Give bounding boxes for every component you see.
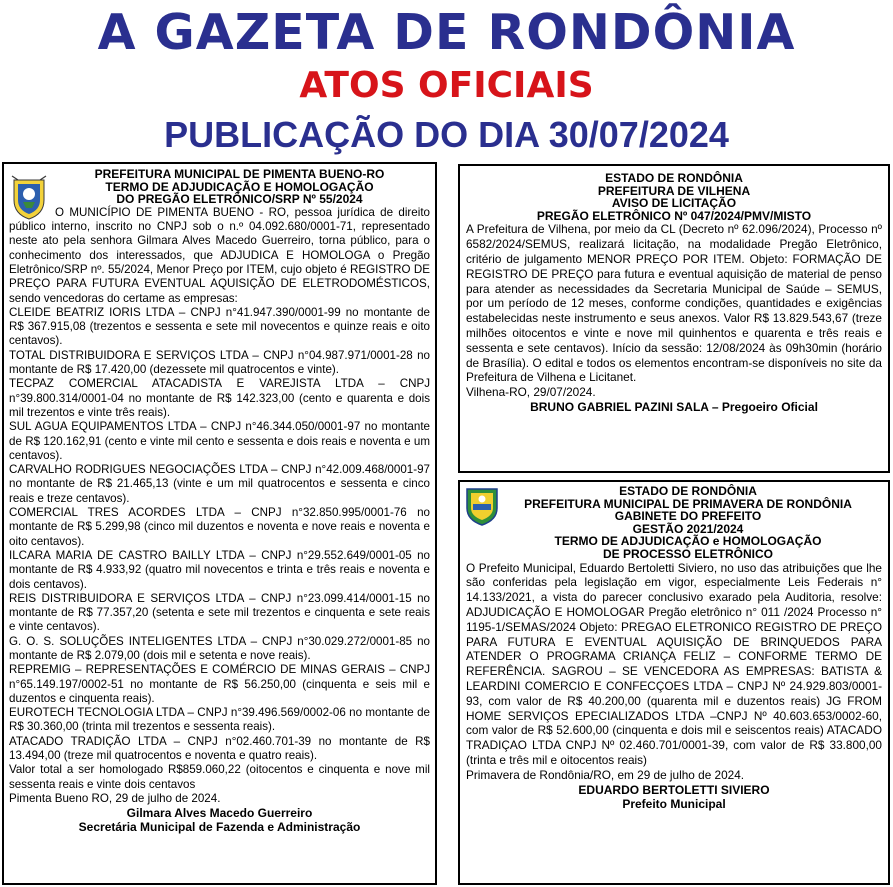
notice-vilhena — [458, 164, 890, 473]
notice-header-line: TERMO DE ADJUDICAÇÃO e HOMOLOGAÇÃO — [554, 534, 822, 549]
winner-entry: REPREMIG – REPRESENTAÇÕES E COMÉRCIO DE MINAS GERAIS – CNPJ n°65.149.197/0002-51 no montante de R$ 56.250,00 (cinquenta e seis mil e duzentos e cinquenta reais). — [9, 663, 430, 705]
newspaper-title: A GAZETA DE RONDÔNIA — [97, 4, 796, 61]
notice-header-line: PREFEITURA DE VILHENA — [597, 183, 751, 198]
notice-header-line: GESTÃO 2021/2024 — [632, 521, 744, 536]
notice-header-line: PREFEITURA MUNICIPAL DE PRIMAVERA DE RONDÔNIA — [524, 496, 852, 511]
notice-primavera-de-rondonia — [458, 480, 890, 885]
winner-entry: G. O. S. SOLUÇÕES INTELIGENTES LTDA – CNPJ n°30.029.272/0001-85 no montante de R$ 2.079,00 (dois mil e setenta e nove reais). — [9, 634, 430, 662]
notice-header-line: DO PREGÃO ELETRÔNICO/SRP Nº 55/2024 — [116, 192, 363, 207]
winner-entry: ATACADO TRADIÇÃO LTDA – CNPJ n°02.460.701-39 no montante de R$ 13.494,00 (treze mil quatrocentos e noventa e quatro reais). — [9, 734, 430, 763]
winner-entry: TOTAL DISTRIBUIDORA E SERVIÇOS LTDA – CNPJ n°04.987.971/0001-28 no montante de R$ 17.420,00 (dezessete mil quatrocentos e vinte). — [9, 348, 430, 377]
winner-entry: ILCARA MARIA DE CASTRO BAILLY LTDA – CNPJ n°29.552.649/0001-05 no montante de R$ 4.933,92 (quatro mil novecentos e trinta e três reais e noventa e dois centavos). — [9, 548, 430, 591]
signer-name: Gilmara Alves Macedo Guerreiro — [126, 806, 313, 821]
notice-header-line: TERMO DE ADJUDICAÇÃO E HOMOLOGAÇÃO — [105, 179, 374, 194]
winner-entry: TECPAZ COMERCIAL ATACADISTA E VAREJISTA LTDA – CNPJ n°39.800.314/0001-04 no montante de R$ 142.323,00 (cento e quarenta e dois mil trezentos e vinte três reais). — [9, 377, 430, 419]
notice-header-line: GABINETE DO PREFEITO — [614, 509, 762, 524]
notice-body: A Prefeitura de Vilhena, por meio da CL (Decreto nº 62.096/2024), Processo nº 6582/2024/SEMUS, realizará licitação, na modalidade Pregão Eletrônico, critério de julgamento MENOR PREÇO POR ITEM. Objeto: FORMAÇÃO DE REGISTRO DE PREÇO para futura e eventual aquisição de material de penso para atender as necessidades da Secretaria Municipal de Saúde – SEMUS, por um período de 12 meses, conforme condições, quantidades e exigências estabelecidas neste instrumento e seus anexos. Valor R$ 13.829.543,67 (treze milhões oitocentos e vinte e nove mil quinhentos e quarenta e três reais e sessenta e sete centavos). Início da sessão: 12/08/2024 às 09h30min (horário de Brasília). O edital e todos os elementos encontram-se disponíveis no site da Prefeitura de Vilhena e Licitanet. — [466, 222, 882, 385]
place-date: Vilhena-RO, 29/07/2024. — [466, 385, 596, 400]
place-date: Pimenta Bueno RO, 29 de julho de 2024. — [9, 791, 221, 805]
total-amount: Valor total a ser homologado R$859.060,22 (oitocentos e cinquenta e nove mil sessenta reais e vinte dois centavos — [9, 763, 430, 791]
signer-name: EDUARDO BERTOLETTI SIVIERO — [578, 782, 770, 797]
notice-intro: O MUNICÍPIO DE PIMENTA BUENO - RO, pessoa jurídica de direito público interno, inscrito no CNPJ sob o n.º 04.092.680/0001-71, representado neste ato pela senhora Gilmara Alves Macedo Guerreiro, torna público, para o conhecimento dos interessados, que ADJUDICA E HOMOLOGA o Pregão Eletrônico/SRP nº. 55/2024, Menor Preço por ITEM, cujo objeto é REGISTRO DE PREÇO PARA FUTURA EVENTUAL AQUISIÇÃO DE ELETRODOMÉSTICOS, sendo vencedoras do certame as empresas: — [9, 205, 430, 305]
notice-header-line: PREGÃO ELETRÔNICO Nº 047/2024/PMV/MISTO — [536, 208, 812, 223]
primavera-de-rondonia-coat-of-arms-icon — [464, 486, 500, 526]
winner-entry: EUROTECH TECNOLOGIA LTDA – CNPJ n°39.496.569/0002-06 no montante de R$ 30.360,00 (trinta mil trezentos e sessenta reais). — [9, 706, 430, 734]
publication-date: PUBLICAÇÃO DO DIA 30/07/2024 — [164, 114, 729, 155]
notice-header-line: ESTADO DE RONDÔNIA — [619, 484, 757, 498]
signer-name: BRUNO GABRIEL PAZINI SALA – Pregoeiro Oficial — [530, 399, 818, 414]
pimenta-bueno-coat-of-arms-icon — [10, 174, 48, 220]
place-date: Primavera de Rondônia/RO, em 29 de julho de 2024. — [466, 767, 745, 782]
notice-header-line: PREFEITURA MUNICIPAL DE PIMENTA BUENO-RO — [94, 167, 385, 181]
notice-header-line: DE PROCESSO ELETRÔNICO — [602, 546, 774, 561]
notice-header-line: ESTADO DE RONDÔNIA — [605, 171, 743, 185]
signer-role: Secretária Municipal de Fazenda e Administração — [78, 820, 361, 835]
notice-body: O Prefeito Municipal, Eduardo Bertoletti Siviero, no uso das atribuições que lhe são conferidas pela legislação em vigor, especialmente Leis Federais n° 14.133/2021, a vista do parecer conclusivo exarado pela Auditoria, resolve: ADJUDICAÇÃO E HOMOLOGAR Pregão eletrônico n° 011 /2024 Processo n° 1195-1/SEMAS/2024 Objeto: PREGAO ELETRONICO REGISTRO DE PREÇO PARA FUTURA E EVENTUAL AQUISIÇÃO DE BRINQUEDOS PARA ATENDER O PROGRAMA CRIANÇA FELIZ – CONFORME TERMO DE REFERÊNCIA. SAGROU – SE VENCEDORA AS EMPRESAS: BATISTA & LEARDINI COMERCIO E CONFECÇOES LTDA – CNPJ Nº 24.929.803/0001-93, com valor de R$ 40.200,00 (quarenta mil e duzentos reais) JG FROM HOME SERVIÇOS EPECIALIZADOS LTDA –CNPJ Nº 40.603.653/0002-60, com valor de R$ 52.600,00 (cinquenta e dois mil e seiscentos reais) ATACADO TRADIÇAO LTDA CNPJ Nº 02.460.701/0001-39, com valor de R$ 33.800,00 (trinta e três mil e oitocentos reais) — [466, 560, 882, 767]
notice-pimenta-bueno — [2, 162, 437, 885]
winner-entry: REIS DISTRIBUIDORA E SERVIÇOS LTDA – CNPJ n°23.099.414/0001-15 no montante de R$ 77.357,20 (setenta e sete mil trezentos e cinquenta e sete reais e vinte centavos). — [9, 591, 430, 634]
winner-entry: CLEIDE BEATRIZ IORIS LTDA – CNPJ n°41.947.390/0001-99 no montante de R$ 367.915,08 (trezentos e sessenta e sete mil novecentos e quinze reais e oito centavos). — [9, 305, 430, 348]
notice-header-line: AVISO DE LICITAÇÃO — [611, 196, 737, 211]
winner-entry: CARVALHO RODRIGUES NEGOCIAÇÕES LTDA – CNPJ n°42.009.468/0001-97 no montante de R$ 21.465,13 (vinte e um mil quatrocentos e sessenta e cinco reais e treze centavos). — [9, 463, 430, 505]
section-title: ATOS OFICIAIS — [299, 65, 594, 106]
signer-role: Prefeito Municipal — [622, 796, 726, 811]
winner-entry: COMERCIAL TRES ACORDES LTDA – CNPJ n°32.850.995/0001-76 no montante de R$ 5.299,98 (cinco mil duzentos e noventa e nove reais e noventa e oito centavos). — [9, 506, 430, 548]
winner-entry: SUL AGUA EQUIPAMENTOS LTDA – CNPJ n°46.344.050/0001-97 no montante de R$ 120.162,91 (cento e vinte mil cento e sessenta e dois reais e noventa e um centavos). — [9, 420, 430, 462]
